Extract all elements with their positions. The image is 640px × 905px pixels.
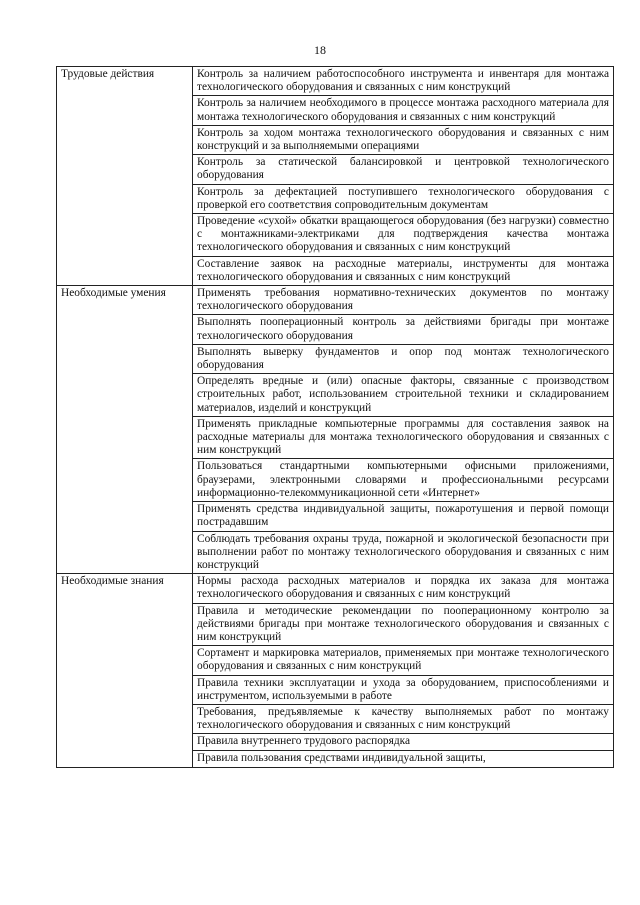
- list-item: Соблюдать требования охраны труда, пожарной и экологической безопасности при выполнении работ по монтажу технологического оборудования и связанных с ним конструкций: [193, 531, 614, 574]
- list-item: Контроль за наличием необходимого в процессе монтажа расходного материала для монтажа технологического оборудования и связанных с ним конструкций: [193, 96, 614, 125]
- list-item: Применять требования нормативно-технических документов по монтажу технологического оборудования: [193, 286, 614, 315]
- list-item: Правила и методические рекомендации по пооперационному контролю за действиями бригады при монтаже технологического оборудования и связанных с ним конструкций: [193, 603, 614, 646]
- page-number: 18: [314, 43, 326, 57]
- section-heading-required-knowledge: Необходимые знания: [57, 574, 193, 767]
- list-item: Определять вредные и (или) опасные факторы, связанные с производством строительных работ, использованием строительной техники и складированием материалов, изделий и конструкций: [193, 374, 614, 417]
- list-item: Выполнять выверку фундаментов и опор под монтаж технологического оборудования: [193, 344, 614, 373]
- list-item: Требования, предъявляемые к качеству выполняемых работ по монтажу технологического оборудования и связанных с ним конструкций: [193, 704, 614, 733]
- section-heading-labor-actions: Трудовые действия: [57, 67, 193, 286]
- section-heading-required-skills: Необходимые умения: [57, 286, 193, 574]
- list-item: Применять прикладные компьютерные программы для составления заявок на расходные материалы для монтажа технологического оборудования и связанных с ним конструкций: [193, 416, 614, 459]
- list-item: Правила пользования средствами индивидуальной защиты,: [193, 750, 614, 767]
- list-item: Правила внутреннего трудового распорядка: [193, 734, 614, 750]
- list-item: Проведение «сухой» обкатки вращающегося оборудования (без нагрузки) совместно с монтажниками-электриками для подтверждения качества монтажа технологического оборудования и связанных с ним конструкций: [193, 214, 614, 257]
- list-item: Составление заявок на расходные материалы, инструменты для монтажа технологического оборудования и связанных с ним конструкций: [193, 256, 614, 285]
- table-row: [57, 574, 614, 603]
- list-item: Нормы расхода расходных материалов и порядка их заказа для монтажа технологического оборудования и связанных с ним конструкций: [193, 574, 614, 603]
- requirements-table: [56, 66, 614, 768]
- list-item: Контроль за статической балансировкой и центровкой технологического оборудования: [193, 155, 614, 184]
- list-item: Сортамент и маркировка материалов, применяемых при монтаже технологического оборудования и связанных с ним конструкций: [193, 646, 614, 675]
- list-item: Контроль за наличием работоспособного инструмента и инвентаря для монтажа технологического оборудования и связанных с ним конструкций: [193, 67, 614, 96]
- table-row: [57, 286, 614, 315]
- list-item: Выполнять пооперационный контроль за действиями бригады при монтаже технологического оборудования: [193, 315, 614, 344]
- list-item: Контроль за дефектацией поступившего технологического оборудования с проверкой его соответствия сопроводительным документам: [193, 184, 614, 213]
- list-item: Пользоваться стандартными компьютерными офисными приложениями, браузерами, электронными словарями и профессиональными ресурсами информационно-телекоммуникационной сети «Интернет»: [193, 459, 614, 502]
- list-item: Правила техники эксплуатации и ухода за оборудованием, приспособлениями и инструментом, используемыми в работе: [193, 675, 614, 704]
- list-item: Контроль за ходом монтажа технологического оборудования и связанных с ним конструкций и за выполняемыми операциями: [193, 125, 614, 154]
- list-item: Применять средства индивидуальной защиты, пожаротушения и первой помощи пострадавшим: [193, 502, 614, 531]
- table-row: [57, 67, 614, 96]
